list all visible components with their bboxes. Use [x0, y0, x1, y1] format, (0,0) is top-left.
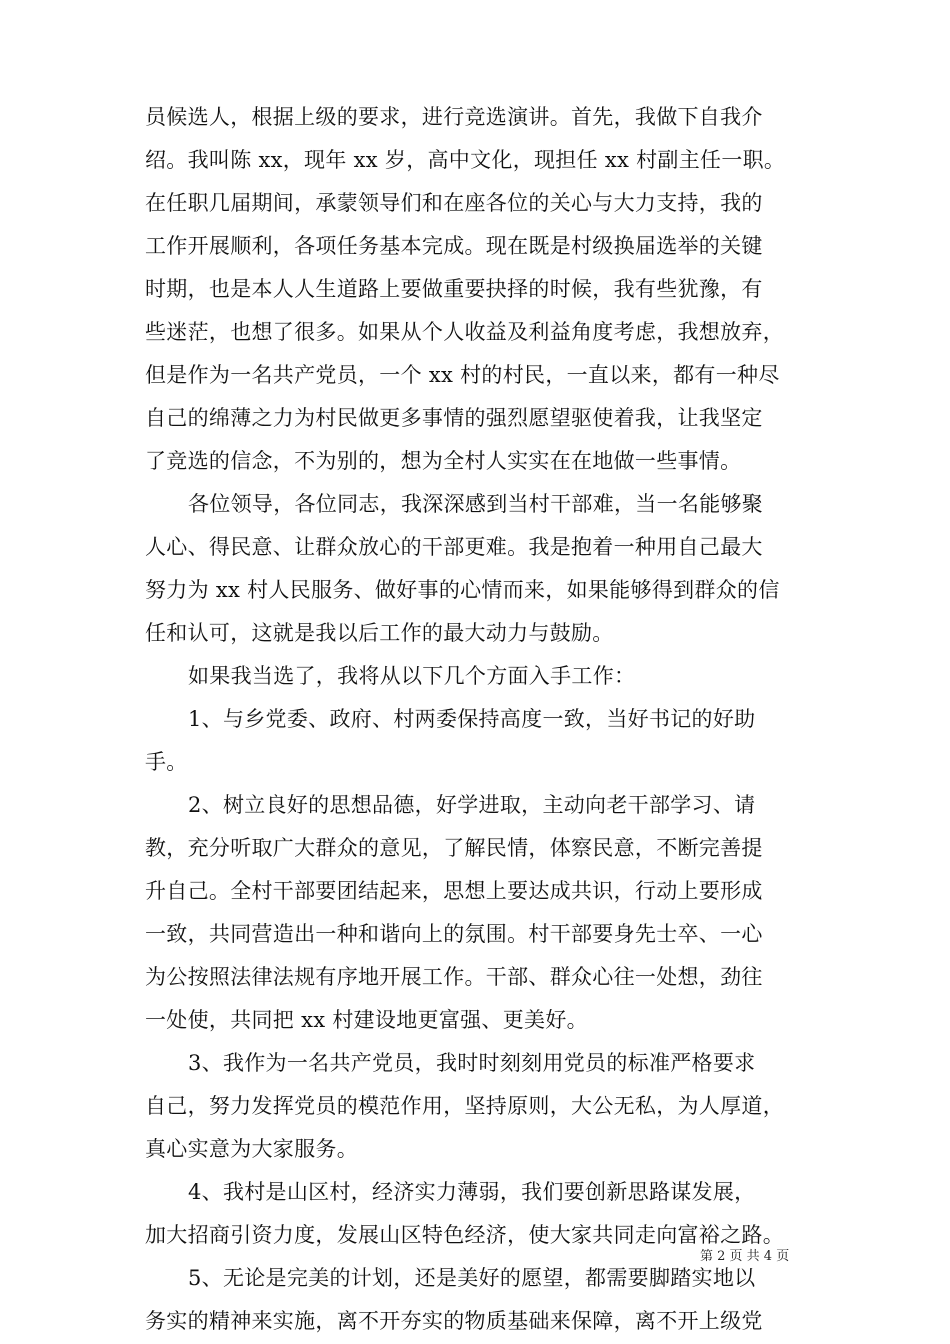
list-item-2-line: 2、树立良好的思想品德，好学进取，主动向老干部学习、请 — [188, 793, 756, 817]
text-line: 人心、得民意、让群众放心的干部更难。我是抱着一种用自己最大 — [145, 535, 763, 559]
document-body — [145, 96, 835, 1343]
text-line: 些迷茫，也想了很多。如果从个人收益及利益角度考虑，我想放弃， — [145, 320, 784, 344]
text-line: 任和认可，这就是我以后工作的最大动力与鼓励。 — [145, 621, 614, 645]
list-item-1-line: 1、与乡党委、政府、村两委保持高度一致，当好书记的好助 — [188, 707, 756, 731]
list-item-4-line: 4、我村是山区村，经济实力薄弱，我们要创新思路谋发展， — [188, 1180, 756, 1204]
text-line: 了竞选的信念，不为别的，想为全村人实实在在地做一些事情。 — [145, 449, 742, 473]
text-line: 在任职几届期间，承蒙领导们和在座各位的关心与大力支持，我的 — [145, 191, 763, 215]
text-line: 时期，也是本人人生道路上要做重要抉择的时候，我有些犹豫，有 — [145, 277, 763, 301]
text-line: 一处使，共同把 xx 村建设地更富强、更美好。 — [145, 1008, 588, 1032]
text-line: 为公按照法律法规有序地开展工作。干部、群众心往一处想，劲往 — [145, 965, 763, 989]
page-number-footer: 第 2 页 共 4 页 — [700, 1249, 790, 1264]
text-line: 手。 — [145, 750, 188, 774]
text-line: 加大招商引资力度，发展山区特色经济，使大家共同走向富裕之路。 — [145, 1223, 784, 1247]
text-line: 务实的精神来实施，离不开夯实的物质基础来保障，离不开上级党 — [145, 1309, 763, 1333]
text-line: 教，充分听取广大群众的意见，了解民情，体察民意，不断完善提 — [145, 836, 763, 860]
text-line: 员候选人，根据上级的要求，进行竞选演讲。首先，我做下自我介 — [145, 105, 763, 129]
text-line: 自己的绵薄之力为村民做更多事情的强烈愿望驱使着我，让我坚定 — [145, 406, 763, 430]
text-line: 工作开展顺利，各项任务基本完成。现在既是村级换届选举的关键 — [145, 234, 763, 258]
text-line: 绍。我叫陈 xx，现年 xx 岁，高中文化，现担任 xx 村副主任一职。 — [145, 148, 786, 172]
paragraph-start-line: 各位领导，各位同志，我深深感到当村干部难，当一名能够聚 — [188, 492, 764, 516]
list-item-3-line: 3、我作为一名共产党员，我时时刻刻用党员的标准严格要求 — [188, 1051, 756, 1075]
paragraph-start-line: 如果我当选了，我将从以下几个方面入手工作： — [188, 664, 636, 688]
text-line: 努力为 xx 村人民服务、做好事的心情而来，如果能够得到群众的信 — [145, 578, 780, 602]
list-item-5-line: 5、无论是完美的计划，还是美好的愿望，都需要脚踏实地以 — [188, 1266, 756, 1290]
text-line: 真心实意为大家服务。 — [145, 1137, 358, 1161]
text-line: 但是作为一名共产党员，一个 xx 村的村民，一直以来，都有一种尽 — [145, 363, 780, 387]
text-line: 升自己。全村干部要团结起来，思想上要达成共识，行动上要形成 — [145, 879, 763, 903]
text-line: 自己，努力发挥党员的模范作用，坚持原则，大公无私，为人厚道， — [145, 1094, 784, 1118]
text-line: 一致，共同营造出一种和谐向上的氛围。村干部要身先士卒、一心 — [145, 922, 763, 946]
